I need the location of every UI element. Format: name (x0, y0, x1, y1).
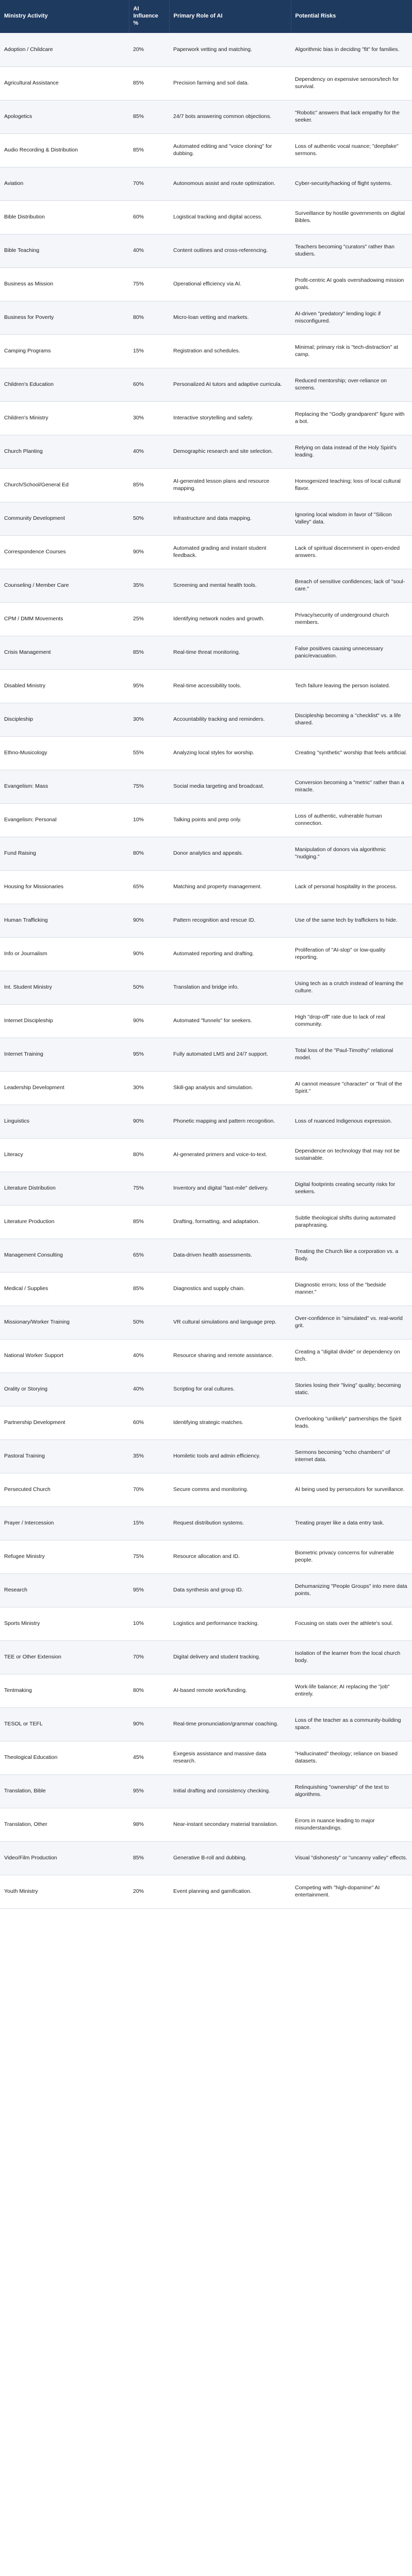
table-row (0, 267, 412, 301)
activity-cell: Correspondence Courses (0, 535, 129, 569)
role-cell: Micro-loan vetting and markets. (169, 301, 291, 334)
risk-cell: Dependence on technology that may not be sustainable. (291, 1138, 412, 1172)
risk-cell: Focusing on stats over the athlete's soul. (291, 1607, 412, 1640)
influence-cell: 80% (129, 1138, 169, 1172)
activity-cell: Leadership Development (0, 1071, 129, 1105)
role-cell: Near-instant secondary material translation. (169, 1808, 291, 1841)
table-row (0, 1439, 412, 1473)
activity-cell: Church/School/General Ed (0, 468, 129, 502)
risk-cell: Lack of spiritual discernment in open-ended answers. (291, 535, 412, 569)
activity-cell: Info or Journalism (0, 937, 129, 971)
table-row (0, 1607, 412, 1640)
table-row (0, 1172, 412, 1205)
influence-cell: 95% (129, 1774, 169, 1808)
risk-cell: False positives causing unnecessary panic/evacuation. (291, 636, 412, 669)
role-cell: Automated editing and "voice cloning" for dubbing. (169, 133, 291, 167)
role-cell: Diagnostics and supply chain. (169, 1272, 291, 1306)
risk-cell: Algorithmic bias in deciding "fit" for families. (291, 33, 412, 66)
table-row (0, 502, 412, 535)
influence-cell: 85% (129, 1841, 169, 1875)
influence-cell: 70% (129, 1640, 169, 1674)
influence-cell: 85% (129, 1272, 169, 1306)
role-cell: Automated "funnels" for seekers. (169, 1004, 291, 1038)
activity-cell: Orality or Storying (0, 1372, 129, 1406)
activity-cell: CPM / DMM Movements (0, 602, 129, 636)
activity-cell: Human Trafficking (0, 904, 129, 937)
role-cell: Personalized AI tutors and adaptive curricula. (169, 368, 291, 401)
table-row (0, 535, 412, 569)
table-row (0, 401, 412, 435)
table-row (0, 234, 412, 267)
activity-cell: Bible Distribution (0, 200, 129, 234)
table-row (0, 1306, 412, 1339)
influence-cell: 70% (129, 1473, 169, 1506)
risk-cell: Use of the same tech by traffickers to hide. (291, 904, 412, 937)
table-row (0, 1640, 412, 1674)
influence-cell: 98% (129, 1808, 169, 1841)
influence-cell: 40% (129, 234, 169, 267)
risk-cell: Privacy/security of underground church members. (291, 602, 412, 636)
influence-cell: 85% (129, 133, 169, 167)
activity-cell: Missionary/Worker Training (0, 1306, 129, 1339)
influence-cell: 75% (129, 770, 169, 803)
risk-cell: Stories losing their "living" quality; becoming static. (291, 1372, 412, 1406)
risk-cell: Ignoring local wisdom in favor of "Silicon Valley" data. (291, 502, 412, 535)
influence-cell: 95% (129, 1573, 169, 1607)
role-cell: Automated grading and instant student feedback. (169, 535, 291, 569)
influence-cell: 85% (129, 100, 169, 133)
influence-cell: 30% (129, 1071, 169, 1105)
risk-cell: Dehumanizing "People Groups" into mere data points. (291, 1573, 412, 1607)
role-cell: Registration and schedules. (169, 334, 291, 368)
influence-cell: 90% (129, 937, 169, 971)
role-cell: Resource allocation and ID. (169, 1540, 291, 1573)
role-cell: Talking points and prep only. (169, 803, 291, 837)
influence-cell: 65% (129, 1239, 169, 1272)
table-row (0, 602, 412, 636)
role-cell: Digital delivery and student tracking. (169, 1640, 291, 1674)
risk-cell: Teachers becoming "curators" rather than studiers. (291, 234, 412, 267)
influence-cell: 35% (129, 1439, 169, 1473)
influence-cell: 10% (129, 803, 169, 837)
activity-cell: Camping Programs (0, 334, 129, 368)
risk-cell: Lack of personal hospitality in the process. (291, 870, 412, 904)
influence-cell: 25% (129, 602, 169, 636)
risk-cell: Digital footprints creating security risks for seekers. (291, 1172, 412, 1205)
table-row (0, 1741, 412, 1774)
role-cell: Real-time pronunciation/grammar coaching. (169, 1707, 291, 1741)
role-cell: Secure comms and monitoring. (169, 1473, 291, 1506)
activity-cell: Medical / Supplies (0, 1272, 129, 1306)
influence-cell: 20% (129, 33, 169, 66)
activity-cell: Ethno-Musicology (0, 736, 129, 770)
influence-cell: 75% (129, 1540, 169, 1573)
role-cell: Inventory and digital "last-mile" delivery. (169, 1172, 291, 1205)
header-role: Primary Role of AI (169, 0, 291, 33)
activity-cell: Int. Student Ministry (0, 971, 129, 1004)
influence-cell: 65% (129, 870, 169, 904)
role-cell: Demographic research and site selection. (169, 435, 291, 468)
activity-cell: Sports Ministry (0, 1607, 129, 1640)
role-cell: Automated reporting and drafting. (169, 937, 291, 971)
influence-cell: 10% (129, 1607, 169, 1640)
table-row (0, 1105, 412, 1138)
table-row (0, 1339, 412, 1372)
risk-cell: Errors in nuance leading to major misunderstandings. (291, 1808, 412, 1841)
risk-cell: Dependency on expensive sensors/tech for survival. (291, 66, 412, 100)
influence-cell: 60% (129, 368, 169, 401)
risk-cell: Treating prayer like a data entry task. (291, 1506, 412, 1540)
table-row (0, 1540, 412, 1573)
influence-cell: 95% (129, 669, 169, 703)
role-cell: Drafting, formatting, and adaptation. (169, 1205, 291, 1239)
risk-cell: Discipleship becoming a "checklist" vs. a life shared. (291, 703, 412, 736)
influence-cell: 40% (129, 435, 169, 468)
table-row (0, 1875, 412, 1908)
table-row (0, 100, 412, 133)
activity-cell: Tentmaking (0, 1674, 129, 1707)
risk-cell: Treating the Church like a corporation vs. a Body. (291, 1239, 412, 1272)
risk-cell: Total loss of the "Paul-Timothy" relational model. (291, 1038, 412, 1071)
risk-cell: Visual "dishonesty" or "uncanny valley" effects. (291, 1841, 412, 1875)
table-row (0, 368, 412, 401)
table-row (0, 334, 412, 368)
risk-cell: Diagnostic errors; loss of the "bedside manner." (291, 1272, 412, 1306)
table-row (0, 1841, 412, 1875)
table-body (0, 33, 412, 1908)
role-cell: Operational efficiency via AI. (169, 267, 291, 301)
influence-cell: 90% (129, 1004, 169, 1038)
activity-cell: Linguistics (0, 1105, 129, 1138)
risk-cell: Sermons becoming "echo chambers" of internet data. (291, 1439, 412, 1473)
role-cell: Generative B-roll and dubbing. (169, 1841, 291, 1875)
risk-cell: Subtle theological shifts during automated paraphrasing. (291, 1205, 412, 1239)
table-row (0, 904, 412, 937)
activity-cell: Children's Education (0, 368, 129, 401)
influence-cell: 85% (129, 636, 169, 669)
role-cell: Event planning and gamification. (169, 1875, 291, 1908)
table-row (0, 435, 412, 468)
activity-cell: Translation, Other (0, 1808, 129, 1841)
activity-cell: Children's Ministry (0, 401, 129, 435)
role-cell: Real-time threat monitoring. (169, 636, 291, 669)
role-cell: Homiletic tools and admin efficiency. (169, 1439, 291, 1473)
risk-cell: Tech failure leaving the person isolated. (291, 669, 412, 703)
role-cell: Pattern recognition and rescue ID. (169, 904, 291, 937)
risk-cell: Conversion becoming a "metric" rather than a miracle. (291, 770, 412, 803)
table-row (0, 167, 412, 200)
influence-cell: 20% (129, 1875, 169, 1908)
risk-cell: Relying on data instead of the Holy Spirit's leading. (291, 435, 412, 468)
role-cell: Social media targeting and broadcast. (169, 770, 291, 803)
role-cell: Donor analytics and appeals. (169, 837, 291, 870)
influence-cell: 85% (129, 468, 169, 502)
table-row (0, 1573, 412, 1607)
activity-cell: Literature Production (0, 1205, 129, 1239)
role-cell: Data synthesis and group ID. (169, 1573, 291, 1607)
activity-cell: Youth Ministry (0, 1875, 129, 1908)
activity-cell: Refugee Ministry (0, 1540, 129, 1573)
influence-cell: 15% (129, 334, 169, 368)
risk-cell: Cyber-security/hacking of flight systems. (291, 167, 412, 200)
activity-cell: Internet Training (0, 1038, 129, 1071)
role-cell: Scripting for oral cultures. (169, 1372, 291, 1406)
risk-cell: Homogenized teaching; loss of local cultural flavor. (291, 468, 412, 502)
table-row (0, 937, 412, 971)
activity-cell: TESOL or TEFL (0, 1707, 129, 1741)
role-cell: Infrastructure and data mapping. (169, 502, 291, 535)
risk-cell: Overlooking "unlikely" partnerships the Spirit leads. (291, 1406, 412, 1439)
influence-cell: 85% (129, 66, 169, 100)
risk-cell: "Robotic" answers that lack empathy for the seeker. (291, 100, 412, 133)
influence-cell: 75% (129, 267, 169, 301)
header-risks: Potential Risks (291, 0, 412, 33)
activity-cell: TEE or Other Extension (0, 1640, 129, 1674)
activity-cell: Community Development (0, 502, 129, 535)
role-cell: Exegesis assistance and massive data research. (169, 1741, 291, 1774)
activity-cell: Literacy (0, 1138, 129, 1172)
risk-cell: Biometric privacy concerns for vulnerable people. (291, 1540, 412, 1573)
risk-cell: Reduced mentorship; over-reliance on screens. (291, 368, 412, 401)
influence-cell: 30% (129, 401, 169, 435)
header-row (0, 0, 412, 33)
risk-cell: Replacing the "Godly grandparent" figure with a bot. (291, 401, 412, 435)
table-header (0, 0, 412, 33)
table-row (0, 200, 412, 234)
risk-cell: Work-life balance; AI replacing the "job" entirely. (291, 1674, 412, 1707)
activity-cell: Agricultural Assistance (0, 66, 129, 100)
table-row (0, 1038, 412, 1071)
activity-cell: Evangelism: Mass (0, 770, 129, 803)
role-cell: Phonetic mapping and pattern recognition. (169, 1105, 291, 1138)
activity-cell: Fund Raising (0, 837, 129, 870)
activity-cell: Discipleship (0, 703, 129, 736)
influence-cell: 35% (129, 569, 169, 602)
role-cell: Logistical tracking and digital access. (169, 200, 291, 234)
influence-cell: 60% (129, 1406, 169, 1439)
table-row (0, 1473, 412, 1506)
table-row (0, 1808, 412, 1841)
role-cell: Skill-gap analysis and simulation. (169, 1071, 291, 1105)
header-activity: Ministry Activity (0, 0, 129, 33)
activity-cell: Video/Film Production (0, 1841, 129, 1875)
role-cell: 24/7 bots answering common objections. (169, 100, 291, 133)
activity-cell: Housing for Missionaries (0, 870, 129, 904)
role-cell: Matching and property management. (169, 870, 291, 904)
activity-cell: Evangelism: Personal (0, 803, 129, 837)
role-cell: VR cultural simulations and language prep. (169, 1306, 291, 1339)
table-row (0, 301, 412, 334)
risk-cell: Loss of the teacher as a community-building space. (291, 1707, 412, 1741)
influence-cell: 85% (129, 1205, 169, 1239)
risk-cell: AI cannot measure "character" or "fruit of the Spirit." (291, 1071, 412, 1105)
table-row (0, 1774, 412, 1808)
influence-cell: 70% (129, 167, 169, 200)
table-row (0, 66, 412, 100)
activity-cell: Business as Mission (0, 267, 129, 301)
role-cell: Analyzing local styles for worship. (169, 736, 291, 770)
risk-cell: Creating "synthetic" worship that feels artificial. (291, 736, 412, 770)
role-cell: AI-generated primers and voice-to-text. (169, 1138, 291, 1172)
influence-cell: 15% (129, 1506, 169, 1540)
activity-cell: Literature Distribution (0, 1172, 129, 1205)
activity-cell: National Worker Support (0, 1339, 129, 1372)
influence-cell: 80% (129, 837, 169, 870)
table-row (0, 837, 412, 870)
role-cell: Autonomous assist and route optimization. (169, 167, 291, 200)
role-cell: Accountability tracking and reminders. (169, 703, 291, 736)
activity-cell: Adoption / Childcare (0, 33, 129, 66)
influence-cell: 90% (129, 904, 169, 937)
role-cell: Fully automated LMS and 24/7 support. (169, 1038, 291, 1071)
table-row (0, 133, 412, 167)
role-cell: Content outlines and cross-referencing. (169, 234, 291, 267)
influence-cell: 40% (129, 1339, 169, 1372)
risk-cell: Loss of authentic, vulnerable human connection. (291, 803, 412, 837)
activity-cell: Crisis Management (0, 636, 129, 669)
table-row (0, 1406, 412, 1439)
role-cell: Data-driven health assessments. (169, 1239, 291, 1272)
risk-cell: Breach of sensitive confidences; lack of "soul-care." (291, 569, 412, 602)
activity-cell: Church Planting (0, 435, 129, 468)
activity-cell: Business for Poverty (0, 301, 129, 334)
activity-cell: Management Consulting (0, 1239, 129, 1272)
risk-cell: Using tech as a crutch instead of learning the culture. (291, 971, 412, 1004)
activity-cell: Audio Recording & Distribution (0, 133, 129, 167)
table-row (0, 703, 412, 736)
table-row (0, 636, 412, 669)
table-row (0, 1239, 412, 1272)
influence-cell: 30% (129, 703, 169, 736)
table-row (0, 1138, 412, 1172)
influence-cell: 45% (129, 1741, 169, 1774)
table-row (0, 870, 412, 904)
risk-cell: Manipulation of donors via algorithmic "nudging." (291, 837, 412, 870)
risk-cell: Isolation of the learner from the local church body. (291, 1640, 412, 1674)
activity-cell: Research (0, 1573, 129, 1607)
activity-cell: Persecuted Church (0, 1473, 129, 1506)
influence-cell: 40% (129, 1372, 169, 1406)
table-row (0, 669, 412, 703)
risk-cell: AI-driven "predatory" lending logic if misconfigured. (291, 301, 412, 334)
influence-cell: 90% (129, 1105, 169, 1138)
influence-cell: 60% (129, 200, 169, 234)
table-row (0, 33, 412, 66)
role-cell: Precision farming and soil data. (169, 66, 291, 100)
table-row (0, 1674, 412, 1707)
role-cell: Translation and bridge info. (169, 971, 291, 1004)
risk-cell: "Hallucinated" theology; reliance on biased datasets. (291, 1741, 412, 1774)
activity-cell: Theological Education (0, 1741, 129, 1774)
role-cell: Identifying network nodes and growth. (169, 602, 291, 636)
risk-cell: AI being used by persecutors for surveillance. (291, 1473, 412, 1506)
role-cell: Real-time accessibility tools. (169, 669, 291, 703)
influence-cell: 90% (129, 1707, 169, 1741)
role-cell: Screening and mental health tools. (169, 569, 291, 602)
influence-cell: 50% (129, 1306, 169, 1339)
table-row (0, 1071, 412, 1105)
risk-cell: Profit-centric AI goals overshadowing mission goals. (291, 267, 412, 301)
table-row (0, 1506, 412, 1540)
table-row (0, 468, 412, 502)
activity-cell: Apologetics (0, 100, 129, 133)
activity-cell: Translation, Bible (0, 1774, 129, 1808)
table-row (0, 569, 412, 602)
role-cell: Paperwork vetting and matching. (169, 33, 291, 66)
role-cell: Logistics and performance tracking. (169, 1607, 291, 1640)
risk-cell: Relinquishing "ownership" of the text to algorithms. (291, 1774, 412, 1808)
role-cell: Initial drafting and consistency checking. (169, 1774, 291, 1808)
role-cell: AI-based remote work/funding. (169, 1674, 291, 1707)
activity-cell: Counseling / Member Care (0, 569, 129, 602)
influence-cell: 75% (129, 1172, 169, 1205)
activity-cell: Disabled Ministry (0, 669, 129, 703)
role-cell: AI-generated lesson plans and resource mapping. (169, 468, 291, 502)
risk-cell: High "drop-off" rate due to lack of real community. (291, 1004, 412, 1038)
activity-cell: Internet Discipleship (0, 1004, 129, 1038)
activity-cell: Aviation (0, 167, 129, 200)
influence-cell: 95% (129, 1038, 169, 1071)
table-row (0, 1205, 412, 1239)
role-cell: Request distribution systems. (169, 1506, 291, 1540)
table-row (0, 736, 412, 770)
table-row (0, 1272, 412, 1306)
influence-cell: 50% (129, 971, 169, 1004)
table-row (0, 971, 412, 1004)
risk-cell: Loss of nuanced Indigenous expression. (291, 1105, 412, 1138)
activity-cell: Partnership Development (0, 1406, 129, 1439)
activity-cell: Prayer / Intercession (0, 1506, 129, 1540)
role-cell: Resource sharing and remote assistance. (169, 1339, 291, 1372)
risk-cell: Loss of authentic vocal nuance; "deepfake" sermons. (291, 133, 412, 167)
influence-cell: 55% (129, 736, 169, 770)
risk-cell: Creating a "digital divide" or dependency on tech. (291, 1339, 412, 1372)
role-cell: Identifying strategic matches. (169, 1406, 291, 1439)
activity-cell: Bible Teaching (0, 234, 129, 267)
risk-cell: Over-confidence in "simulated" vs. real-world grit. (291, 1306, 412, 1339)
table-row (0, 770, 412, 803)
table-row (0, 1707, 412, 1741)
influence-cell: 80% (129, 1674, 169, 1707)
influence-cell: 80% (129, 301, 169, 334)
influence-cell: 90% (129, 535, 169, 569)
table-row (0, 1372, 412, 1406)
header-influence: AI Influence % (129, 0, 169, 33)
activity-cell: Pastoral Training (0, 1439, 129, 1473)
role-cell: Interactive storytelling and safety. (169, 401, 291, 435)
table-row (0, 1004, 412, 1038)
table-row (0, 803, 412, 837)
risk-cell: Surveillance by hostile governments on digital Bibles. (291, 200, 412, 234)
risk-cell: Competing with "high-dopamine" AI entertainment. (291, 1875, 412, 1908)
risk-cell: Proliferation of "AI-slop" or low-quality reporting. (291, 937, 412, 971)
risk-cell: Minimal; primary risk is "tech-distraction" at camp. (291, 334, 412, 368)
influence-cell: 50% (129, 502, 169, 535)
